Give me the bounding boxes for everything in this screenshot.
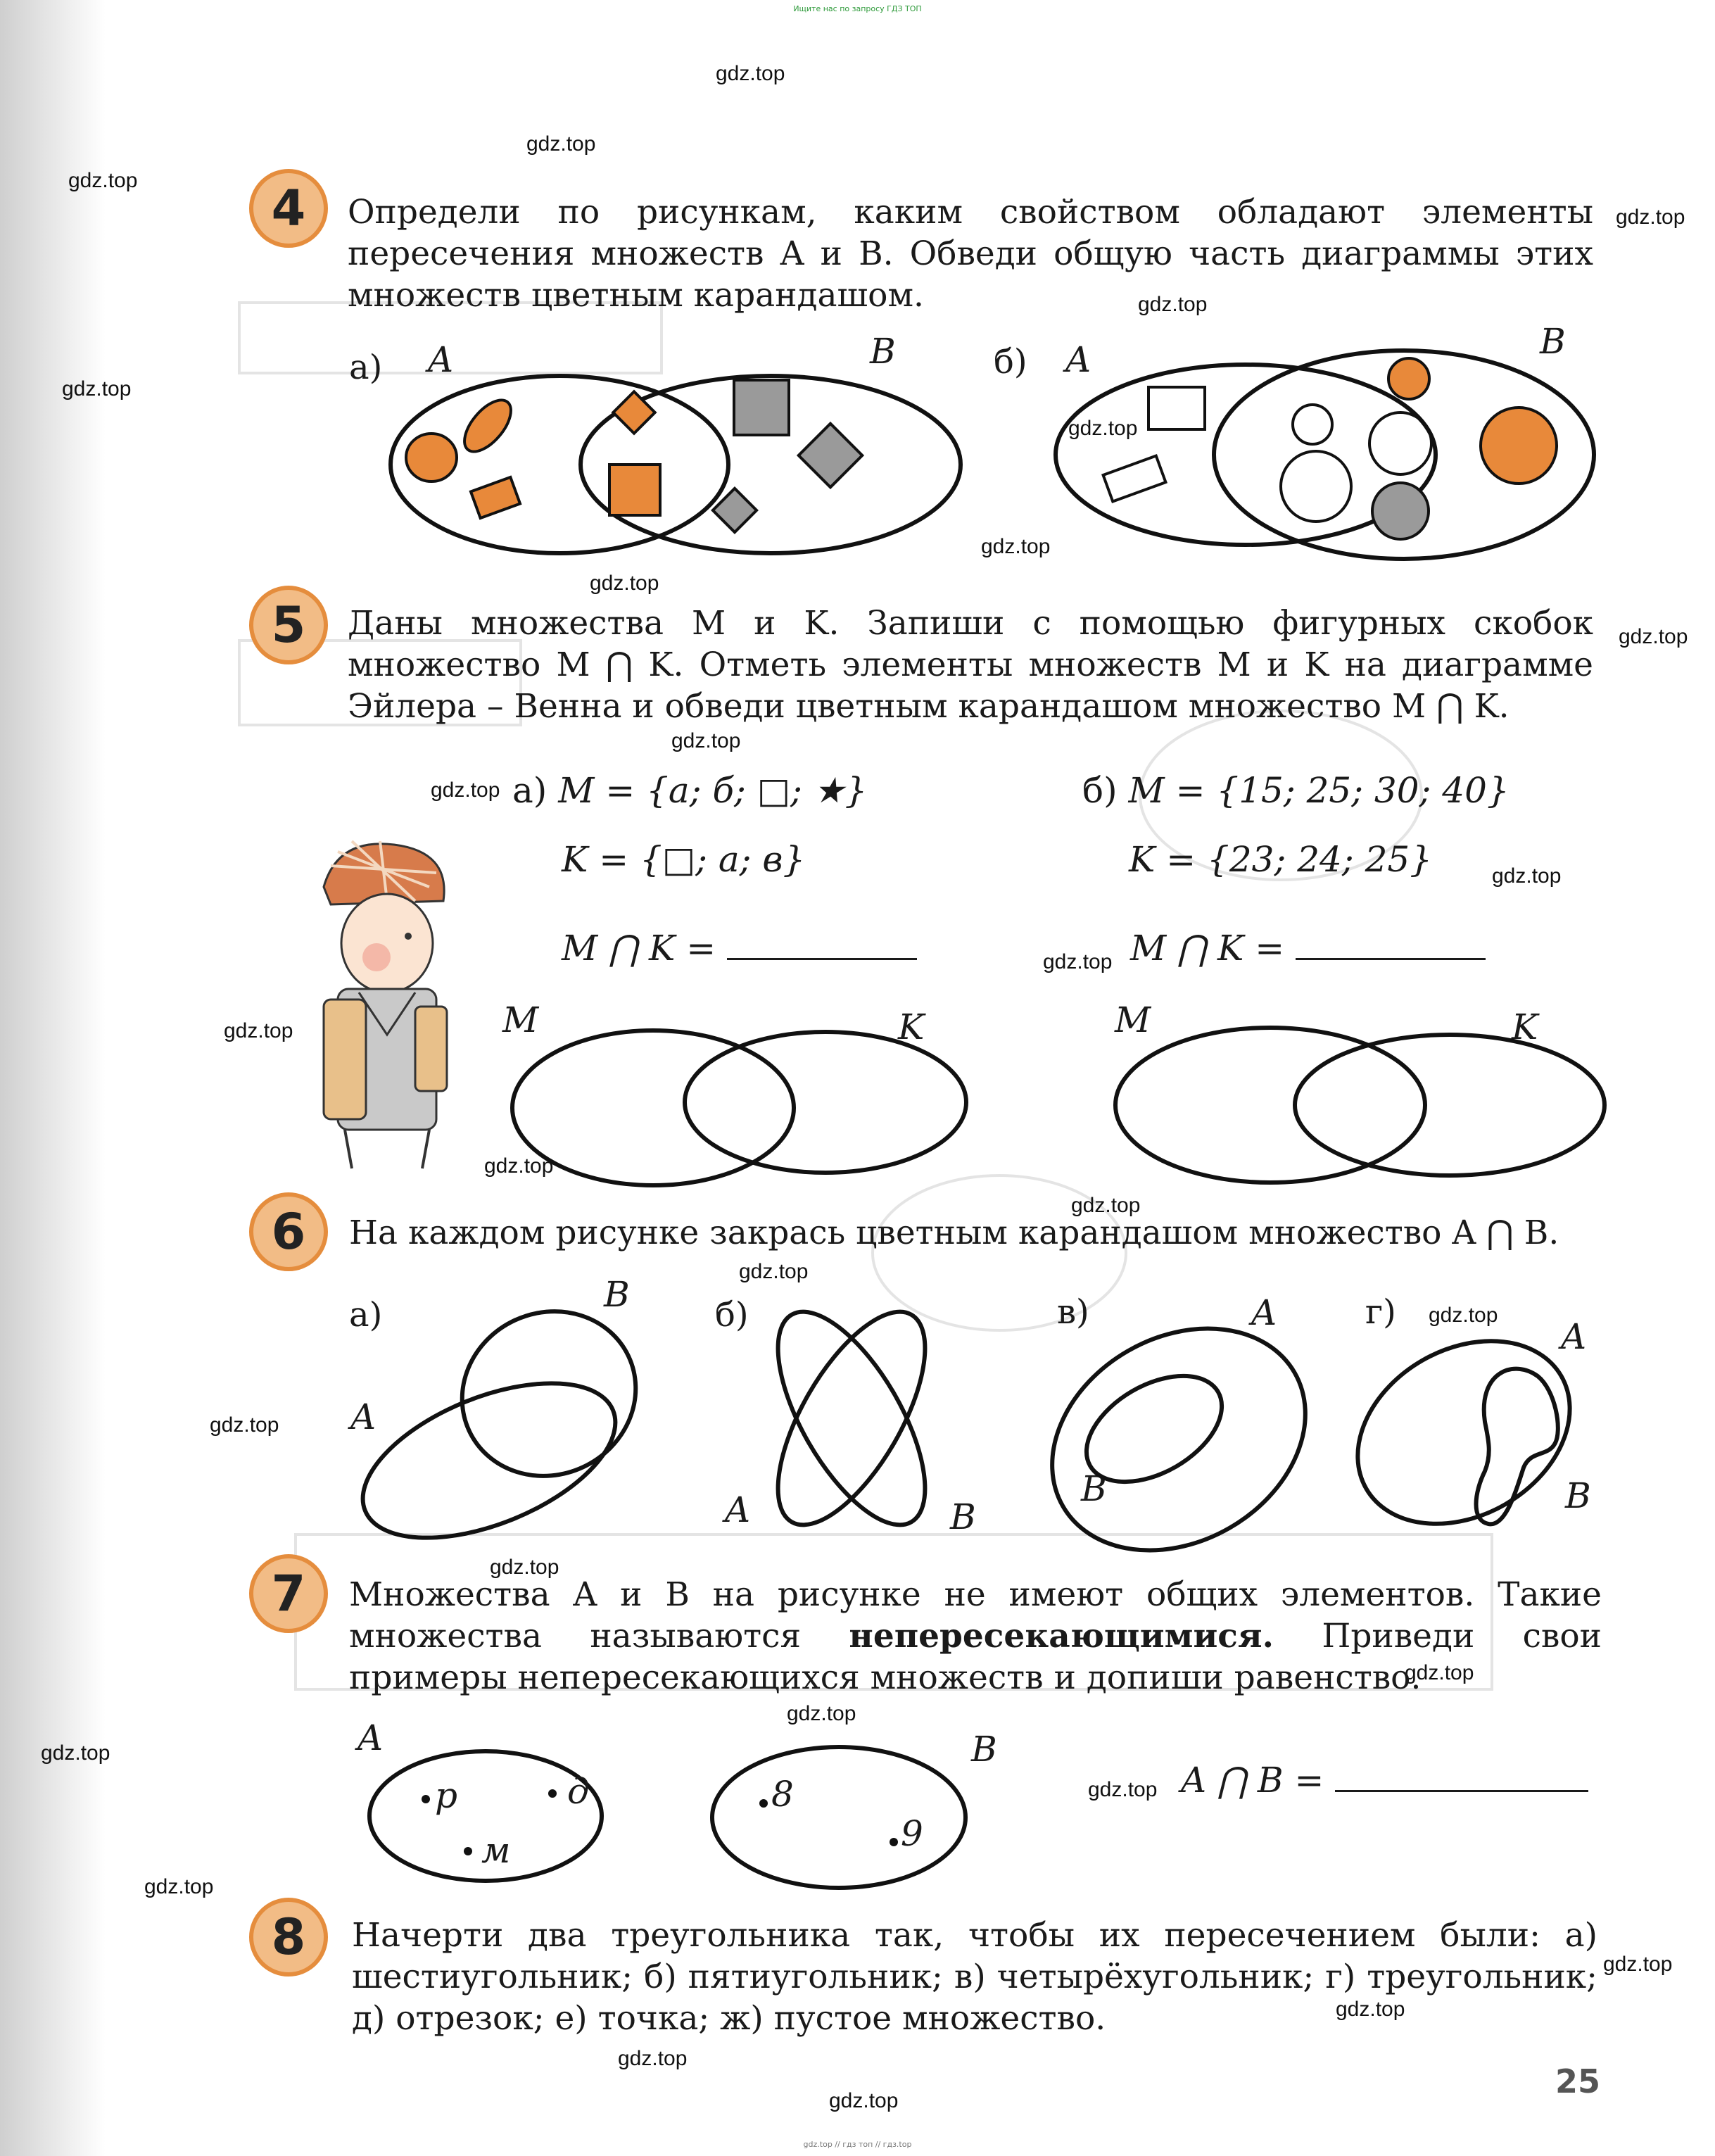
watermark: gdz.top <box>484 1154 554 1178</box>
task-6d-b-label: B <box>1565 1475 1591 1516</box>
watermark: gdz.top <box>68 169 138 192</box>
task-6-text: На каждом рисунке закрась цветным карандашом множество A ⋂ B. <box>349 1213 1559 1252</box>
watermark: gdz.top <box>1429 1304 1498 1327</box>
answer-blank[interactable] <box>1296 930 1486 960</box>
task-7-set-b-label: B <box>971 1729 997 1770</box>
term-bold: непересекающимися. <box>849 1617 1274 1656</box>
task-5b-line-k <box>1129 839 1432 880</box>
watermark: gdz.top <box>981 535 1051 558</box>
task-7-set-a-label: A <box>357 1717 384 1758</box>
task-number-6: 6 <box>249 1192 328 1271</box>
task-6b-a-label: A <box>725 1489 751 1530</box>
task-number-4: 4 <box>249 169 328 248</box>
task-5a-line-k <box>562 839 805 880</box>
task-8-text: Начерти два треугольника так, чтобы их пересечением были: а) шестиугольник; б) пятиугольник; в) четырёхугольник; г) треугольник; д) отрезок; е) точка; ж) пустое множество. <box>352 1916 1597 2038</box>
watermark: gdz.top <box>1068 417 1138 440</box>
watermark: gdz.top <box>1603 1953 1673 1976</box>
task-4b-set-a-label: A <box>1065 339 1091 380</box>
task-5b-line-m: б) M = {15; 25; 30; 40} <box>1082 770 1510 811</box>
watermark: gdz.top <box>787 1702 856 1725</box>
task-6d-label: г) <box>1365 1292 1396 1332</box>
watermark: gdz.top <box>490 1556 559 1579</box>
venn-diagram-6a <box>345 1302 654 1542</box>
task-4-text: Определи по рисункам, каким свойством обладают элементы пересечения множеств A и B. Обведи общую часть диаграммы этих множеств цветным карандашом. <box>348 193 1593 315</box>
watermark: gdz.top <box>671 729 741 752</box>
header-note: Ищите нас по запросу ГДЗ ТОП <box>793 4 922 13</box>
task-number-7: 7 <box>249 1554 328 1633</box>
watermark: gdz.top <box>41 1741 110 1765</box>
task-number-5: 5 <box>249 586 328 664</box>
watermark: gdz.top <box>224 1019 293 1042</box>
watermark: gdz.top <box>1616 206 1685 229</box>
watermark: gdz.top <box>829 2089 899 2112</box>
watermark: gdz.top <box>1405 1661 1474 1684</box>
watermark: gdz.top <box>1336 1998 1405 2021</box>
task-number-8: 8 <box>249 1898 328 1977</box>
watermark: gdz.top <box>590 572 659 595</box>
task-4b-set-b-label: B <box>1540 321 1566 362</box>
boy-illustration <box>310 824 464 1175</box>
task-5a-line-m: а) M = {a; б; □; ★} <box>512 770 868 811</box>
task-4a-set-a-label: A <box>428 339 454 380</box>
venn-diagram-6b <box>746 1302 957 1542</box>
task-5b-set-m: M = {15; 25; 30; 40} <box>1128 770 1510 811</box>
set-a-element: м <box>481 1830 511 1871</box>
task-7-equation: A ⋂ B = <box>1181 1760 1588 1801</box>
task-6a-label: а) <box>349 1295 383 1335</box>
task-4b-label: б) <box>994 342 1027 382</box>
task-5a-diagram-k-label: K <box>898 1007 925 1047</box>
venn-diagram-4a <box>380 359 992 570</box>
page-number: 25 <box>1555 2062 1601 2100</box>
task-4a-set-b-label: B <box>870 331 896 372</box>
task-5b-diagram-m-label: M <box>1115 1000 1151 1040</box>
watermark: gdz.top <box>526 132 596 156</box>
task-6b-b-label: B <box>950 1496 976 1537</box>
footer-note: gdz.top // гдз топ // гдз.top <box>803 2140 912 2149</box>
venn-diagram-5a <box>512 1025 991 1194</box>
answer-blank[interactable] <box>1335 1762 1588 1792</box>
answer-blank[interactable] <box>727 930 917 960</box>
watermark: gdz.top <box>1043 950 1113 973</box>
task-6c-label: в) <box>1057 1292 1089 1332</box>
set-a-element: д <box>567 1771 590 1812</box>
task-5b-diagram-k-label: K <box>1512 1007 1538 1047</box>
task-6a-b-label: B <box>604 1274 630 1315</box>
watermark: gdz.top <box>62 377 132 401</box>
venn-diagram-4b <box>1042 336 1605 576</box>
watermark: gdz.top <box>716 62 785 85</box>
watermark: gdz.top <box>618 2047 688 2070</box>
task-5b-answer: M ⋂ K = <box>1130 928 1486 969</box>
task-6c-a-label: A <box>1251 1292 1277 1333</box>
task-6c-b-label: B <box>1081 1468 1107 1509</box>
task-5a-diagram-m-label: M <box>502 1000 539 1040</box>
task-6a-a-label: A <box>350 1397 376 1437</box>
watermark: gdz.top <box>431 778 500 802</box>
watermark: gdz.top <box>144 1875 214 1898</box>
task-5b-set-k: K = {23; 24; 25} <box>1129 839 1433 880</box>
task-6b-label: б) <box>715 1295 749 1335</box>
task-6d-a-label: A <box>1561 1316 1587 1357</box>
task-5a-set-m: M = {a; б; □; ★} <box>558 770 868 811</box>
watermark: gdz.top <box>1138 293 1208 316</box>
set-b-element: 9 <box>901 1813 923 1854</box>
set-b-element: 8 <box>771 1774 794 1815</box>
watermark: gdz.top <box>739 1260 809 1283</box>
watermark: gdz.top <box>1619 625 1688 648</box>
task-5a-set-k: K = {□; a; в} <box>562 839 806 880</box>
task-5a-answer: M ⋂ K = <box>562 928 917 969</box>
page-gutter-shadow <box>0 0 106 2156</box>
task-5-text: Даны множества M и K. Запиши с помощью фигурных скобок множество M ⋂ K. Отметь элементы множеств M и K на диаграмме Эйлера – Венна и обведи цветным карандашом множество M ⋂ K. <box>348 604 1593 726</box>
venn-diagram-5b <box>1112 1025 1619 1194</box>
watermark: gdz.top <box>1492 864 1562 888</box>
venn-diagram-6c <box>1042 1323 1316 1556</box>
task-7-text: Множества A и B на рисунке не имеют общих элементов. Такие множества называются непересекающимися. Приведи свои примеры непересекающихся множеств и допиши равенство. <box>349 1575 1602 1697</box>
venn-diagram-6d <box>1344 1323 1597 1542</box>
watermark: gdz.top <box>210 1413 279 1437</box>
watermark: gdz.top <box>1088 1778 1158 1801</box>
task-4a-label: а) <box>349 348 383 387</box>
watermark: gdz.top <box>1071 1194 1141 1217</box>
set-a-element: р <box>435 1775 458 1816</box>
